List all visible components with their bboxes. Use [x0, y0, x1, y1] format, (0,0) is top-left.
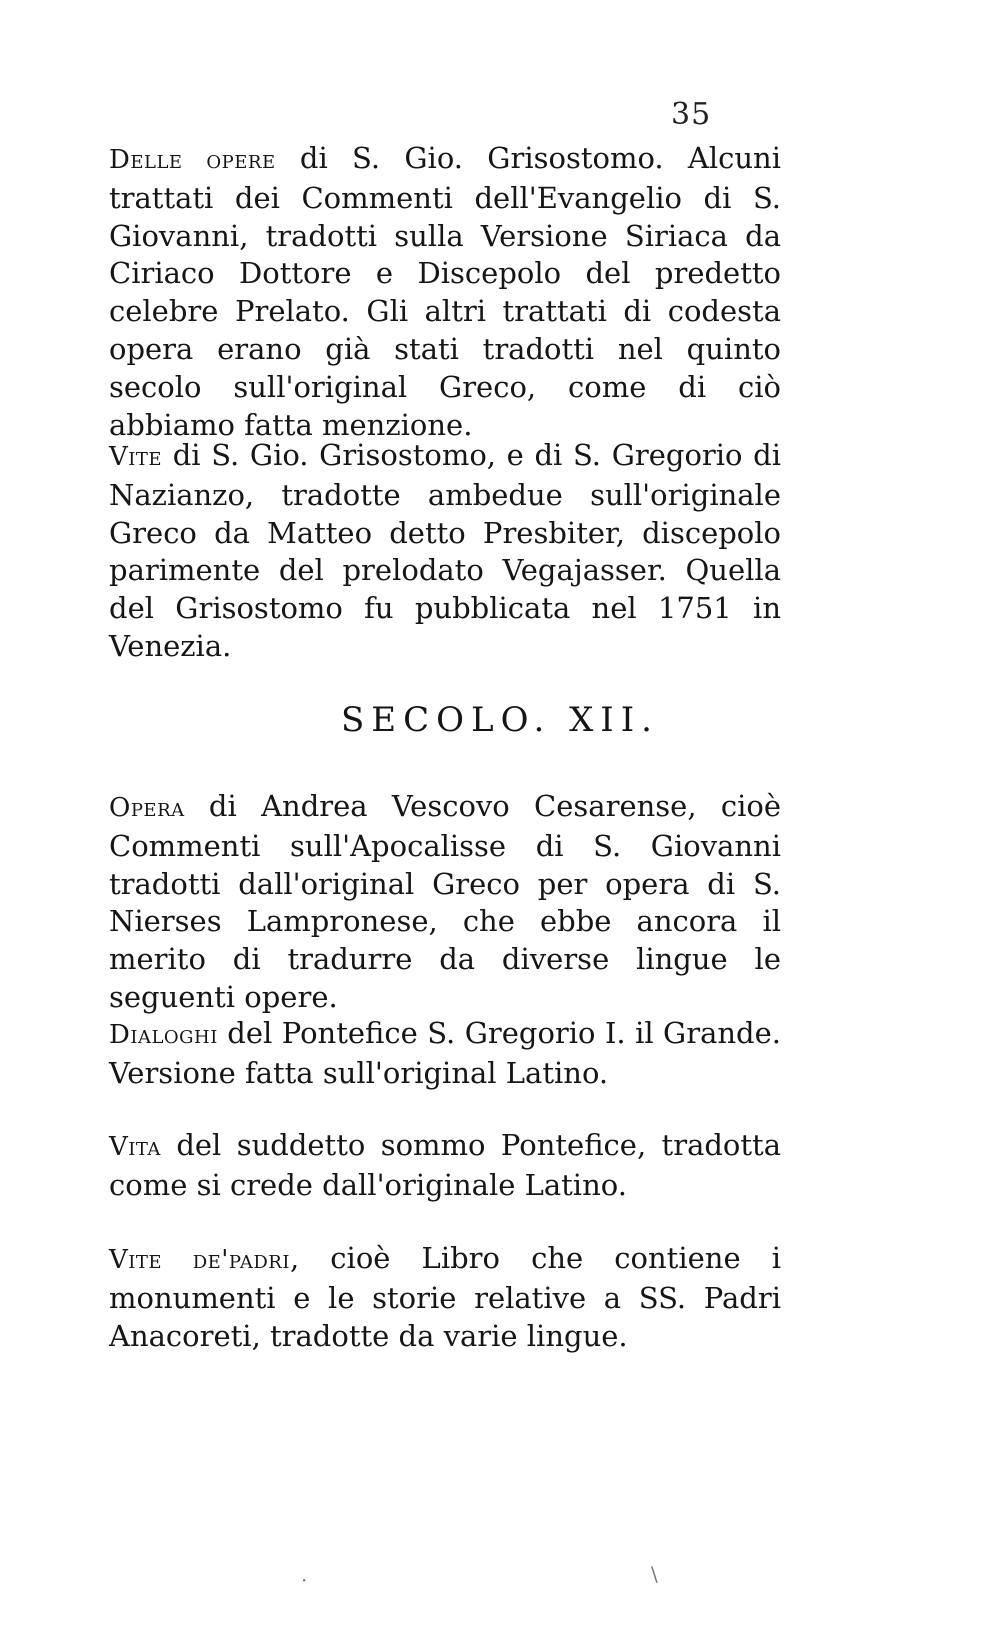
ink-speck: · [301, 1568, 308, 1592]
entry-lead: Vite [109, 442, 163, 472]
entry-vita [109, 1127, 781, 1205]
entry-lead: Opera [109, 793, 185, 823]
entry-lead: Vita [109, 1132, 161, 1162]
entry-opera [109, 788, 781, 1017]
entry-vite [109, 437, 781, 666]
entry-text: di S. Gio. Grisostomo, e di S. Gregorio di Nazianzo, tradotte ambedue sull'originale Greco da Matteo detto Presbiter, discepolo parimente del prelodato Vegajasser. Quella del Grisostomo fu pubblicata nel 1751 in Venezia. [109, 438, 781, 663]
entry-text: di Andrea Vescovo Cesarense, cioè Commenti sull'Apocalisse di S. Giovanni tradotti dall'original Greco per opera di S. Nierses Lampronese, che ebbe ancora il merito di tradurre da diverse lingue le seguenti opere. [109, 789, 781, 1014]
ink-speck: \ [651, 1562, 658, 1586]
entry-lead: Dialoghi [109, 1020, 218, 1050]
entry-lead: Vite de'padri [109, 1245, 290, 1275]
entry-vite-de-padri [109, 1240, 781, 1355]
entry-text: , cioè Libro che contiene i monumenti e le storie relative a SS. Padri Anacoreti, tradotte da varie lingue. [109, 1241, 781, 1353]
page-number: 35 [671, 97, 712, 132]
entry-text: di S. Gio. Grisostomo. Alcuni trattati dei Commenti dell'Evangelio di S. Giovanni, tradotti sulla Versione Siriaca da Ciriaco Dottore e Discepolo del predetto celebre Prelato. Gli altri trattati di codesta opera erano già stati tradotti nel quinto secolo sull'original Greco, come di ciò abbiamo fatta menzione. [109, 141, 781, 442]
entry-dialoghi [109, 1015, 781, 1093]
entry-text: del Pontefice S. Gregorio I. il Grande. Versione fatta sull'original Latino. [109, 1016, 781, 1090]
section-heading: SECOLO. XII. [341, 700, 659, 740]
entry-text: del suddetto sommo Pontefice, tradotta come si crede dall'originale Latino. [109, 1128, 781, 1202]
entry-delle-opere [109, 140, 781, 444]
entry-lead: Delle opere [109, 145, 276, 175]
